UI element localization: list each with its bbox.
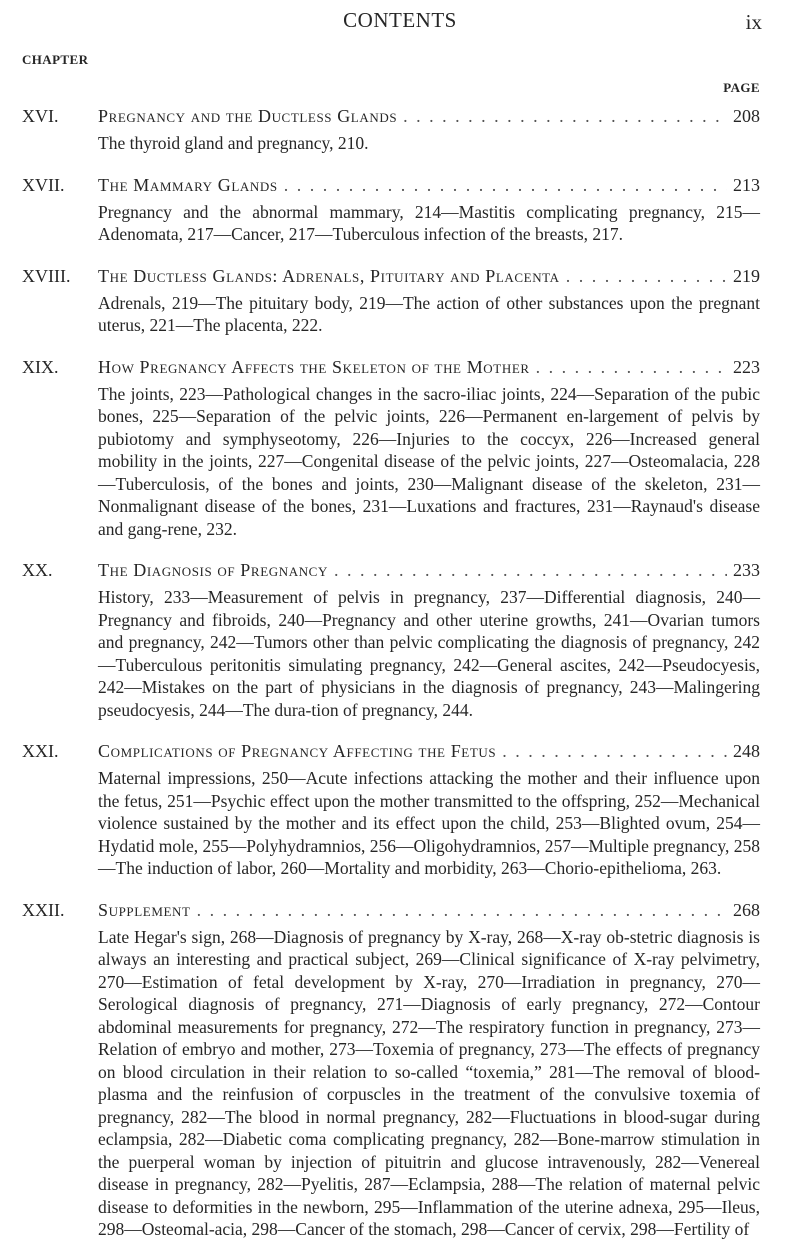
- chapter-title: How Pregnancy Affects the Skeleton of the Mother: [98, 356, 530, 377]
- dot-leader: [566, 266, 727, 287]
- chapter-page: 248: [733, 741, 760, 761]
- chapter-summary: The thyroid gland and pregnancy, 210.: [98, 133, 369, 153]
- chapter-numeral: XXII.: [22, 899, 65, 920]
- chapter-page: 213: [733, 174, 760, 195]
- chapter-numeral: XVIII.: [22, 265, 71, 286]
- chapter-page: 219: [733, 265, 760, 286]
- chapter-numeral: XVII.: [22, 174, 65, 195]
- chapter-numeral: XIX.: [22, 356, 59, 377]
- chapter-summary: Maternal impressions, 250—Acute infections attacking the mother and their influence upon the fetus, 251—Psychic effect upon the mother transmitted to the offspring, 252—Mechanical violence sustained by the mother and its effect upon the child, 253—Blighted ovum, 254—Hydatid mole, 255—Polyhydramnios, 256—Oligohydramnios, 257—Multiple pregnancy, 258—The induction of labor, 260—Mortality and morbidity, 263—Chorio-epithelioma, 263.: [98, 768, 760, 878]
- chapter-title: Supplement: [98, 899, 191, 920]
- chapter-summary: Late Hegar's sign, 268—Diagnosis of pregnancy by X-ray, 268—X-ray ob-stetric diagnosis is always an interesting and practical subject, 269—Clinical significance of X-ray pelvimetry, 270—Estimation of fetal development by X-ray, 270—Irradiation in pregnancy, 270—Serological diagnosis of pregnancy, 271—Diagnosis of early pregnancy, 272—Contour abdominal measurements for pregnancy, 272—The respiratory function in pregnancy, 273—Relation of embryo and mother, 273—Toxemia of pregnancy, 273—The effects of pregnancy on blood circulation in their relation to so-called “toxemia,” 281—The removal of blood-plasma and the reinfusion of corpuscles in the treatment of the convulsive toxemia of pregnancy, 282—The blood in normal pregnancy, 282—Fluctuations in blood-sugar during eclampsia, 282—Diabetic coma complicating pregnancy, 282—Bone-marrow stimulation in the puerperal woman by injection of pituitrin and glucose intravenously, 282—Venereal disease in pregnancy, 282—Pyelitis, 287—Eclampsia, 288—The relation of maternal pelvic disease to deformities in the newborn, 295—Inflammation of the uterine adnexa, 295—Ileus, 298—Osteomal-acia, 298—Cancer of the stomach, 298—Cancer of cervix, 298—Fertility of: [98, 926, 760, 1239]
- chapter-title: The Mammary Glands: [98, 174, 278, 195]
- page-column-label: PAGE: [723, 80, 760, 95]
- chapter-summary: Adrenals, 219—The pituitary body, 219—The action of other substances upon the pregnant uterus, 221—The placenta, 222.: [98, 292, 760, 335]
- chapter-summary: History, 233—Measurement of pelvis in pregnancy, 237—Differential diagnosis, 240—Pregnancy and fibroids, 240—Pregnancy and other uterine growths, 241—Ovarian tumors and pregnancy, 242—Tumors other than pelvic complicating the diagnosis of pregnancy, 242—Tuberculous peritonitis simulating pregnancy, 242—General ascites, 242—Pseudocyesis, 242—Mistakes on the part of physicians in the diagnosis of pregnancy, 243—Malingering pseudocyesis, 244—The dura-tion of pregnancy, 244.: [98, 587, 760, 720]
- chapter-title: Pregnancy and the Ductless Glands: [98, 106, 398, 126]
- chapter-numeral: XX.: [22, 560, 53, 580]
- toc-entry: [0, 898, 800, 1241]
- toc-entry: [0, 558, 800, 721]
- page-title: CONTENTS: [343, 8, 457, 32]
- chapter-page: 208: [733, 106, 760, 126]
- dot-leader: [197, 900, 727, 921]
- dot-leader: [502, 741, 727, 762]
- chapter-title: The Diagnosis of Pregnancy: [98, 560, 328, 580]
- chapter-numeral: XVI.: [22, 106, 59, 126]
- toc-entry: [0, 264, 800, 337]
- dot-leader: [403, 106, 727, 127]
- dot-leader: [284, 175, 727, 196]
- toc-entry: [0, 355, 800, 541]
- chapter-summary: The joints, 223—Pathological changes in the sacro-iliac joints, 224—Separation of the pubic bones, 225—Separation of the pelvic joints, 226—Permanent en-largement of pelvis by pubiotomy and symphyseotomy, 226—Injuries to the coccyx, 226—Increased general mobility in the joints, 227—Congenital disease of the pelvic joints, 227—Osteomalacia, 228—Tuberculosis, of the bones and joints, 230—Malignant disease of the skeleton, 231—Nonmalignant disease of the bones, 231—Luxations and fractures, 231—Raynaud's disease and gang-rene, 232.: [98, 383, 760, 539]
- chapter-title: The Ductless Glands: Adrenals, Pituitary and Placenta: [98, 265, 560, 286]
- page-number: ix: [745, 10, 762, 34]
- dot-leader: [334, 560, 727, 581]
- toc-entry: [0, 173, 800, 246]
- toc-entries: [0, 104, 800, 1259]
- chapter-page: 233: [733, 560, 760, 580]
- chapter-summary: Pregnancy and the abnormal mammary, 214—Mastitis complicating pregnancy, 215—Adenomata, 217—Cancer, 217—Tuberculous infection of the breasts, 217.: [98, 201, 760, 244]
- chapter-page: 223: [733, 356, 760, 377]
- chapter-column-label: CHAPTER: [22, 52, 89, 67]
- chapter-page: 268: [733, 899, 760, 920]
- dot-leader: [536, 357, 727, 378]
- toc-entry: [0, 104, 800, 155]
- toc-entry: [0, 739, 800, 880]
- chapter-title: Complications of Pregnancy Affecting the Fetus: [98, 741, 497, 761]
- chapter-numeral: XXI.: [22, 741, 59, 761]
